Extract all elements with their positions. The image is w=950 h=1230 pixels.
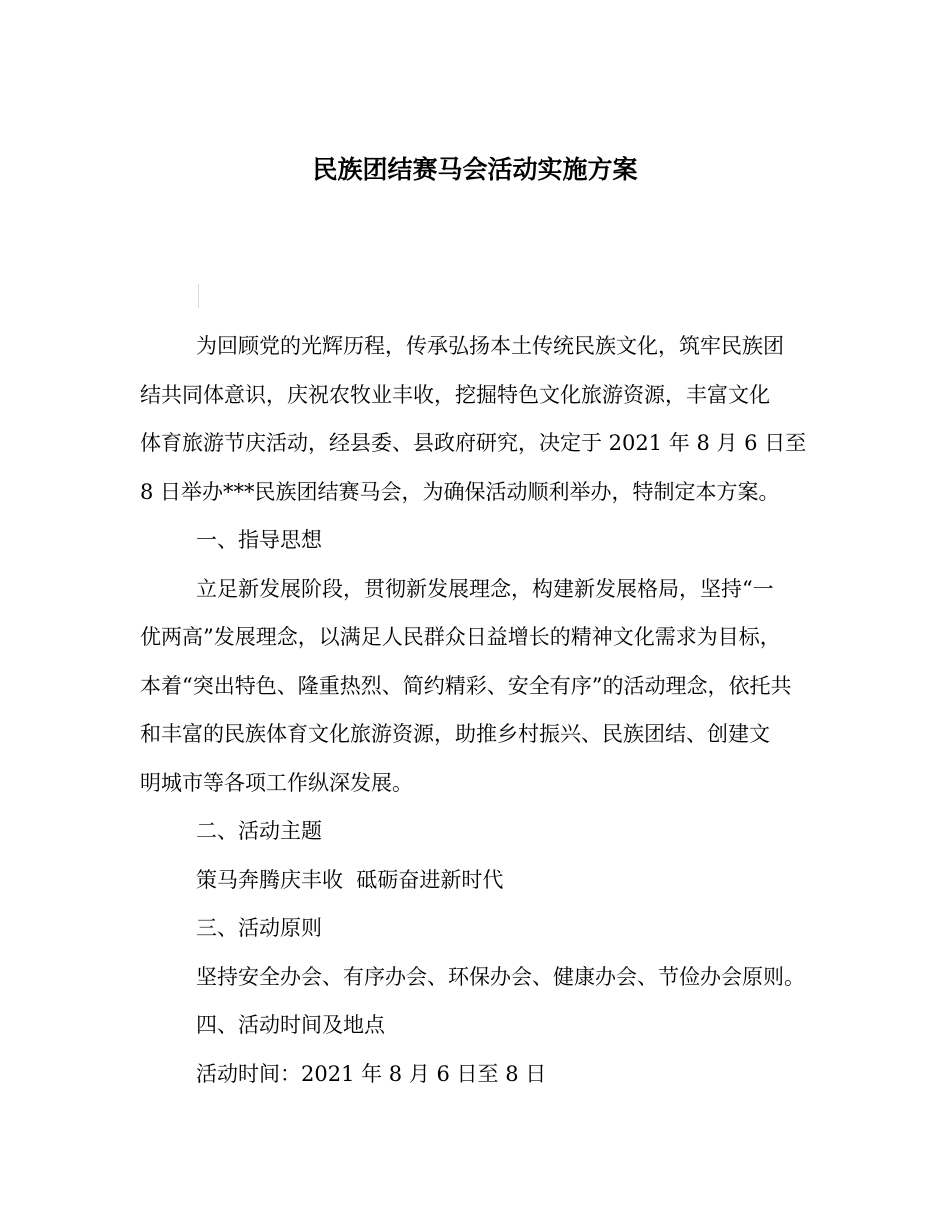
document-body	[140, 322, 816, 1098]
guiding-ideology-line: 本着“突出特色、隆重热烈、简约精彩、安全有序”的活动理念，依托共	[140, 673, 792, 698]
intro-line: 体育旅游节庆活动，经县委、县政府研究，决定于 2021 年 8 月 6 日至	[140, 431, 807, 455]
theme-text: 策马奔腾庆丰收 砥砺奋进新时代	[196, 867, 504, 892]
guiding-ideology-line: 明城市等各项工作纵深发展。	[140, 770, 413, 795]
intro-line: 8 日举办***民族团结赛马会，为确保活动顺利举办，特制定本方案。	[140, 479, 780, 504]
guiding-ideology-line: 立足新发展阶段，贯彻新发展理念，构建新发展格局，坚持“一	[196, 576, 774, 601]
intro-paragraph	[140, 322, 816, 516]
guiding-ideology-line: 和丰富的民族体育文化旅游资源，助推乡村振兴、民族团结、创建文	[140, 722, 770, 746]
guiding-ideology-line: 优两高”发展理念，以满足人民群众日益增长的精神文化需求为目标，	[140, 625, 781, 649]
section-heading-time-location: 四、活动时间及地点	[196, 1013, 385, 1037]
principles-text: 坚持安全办会、有序办会、环保办会、健康办会、节俭办会原则。	[196, 964, 805, 989]
document-title: 民族团结赛马会活动实施方案	[312, 155, 638, 184]
guiding-ideology-paragraph	[140, 565, 816, 808]
section-heading-theme: 二、活动主题	[196, 819, 322, 843]
section-heading-guiding-ideology: 一、指导思想	[196, 528, 322, 552]
intro-line: 为回顾党的光辉历程，传承弘扬本土传统民族文化，筑牢民族团	[196, 334, 784, 358]
intro-line: 结共同体意识，庆祝农牧业丰收，挖掘特色文化旅游资源，丰富文化	[140, 382, 770, 407]
section-heading-principles: 三、活动原则	[196, 916, 322, 940]
cursor-marker	[198, 284, 199, 308]
activity-time-text: 活动时间：2021 年 8 月 6 日至 8 日	[196, 1061, 547, 1086]
